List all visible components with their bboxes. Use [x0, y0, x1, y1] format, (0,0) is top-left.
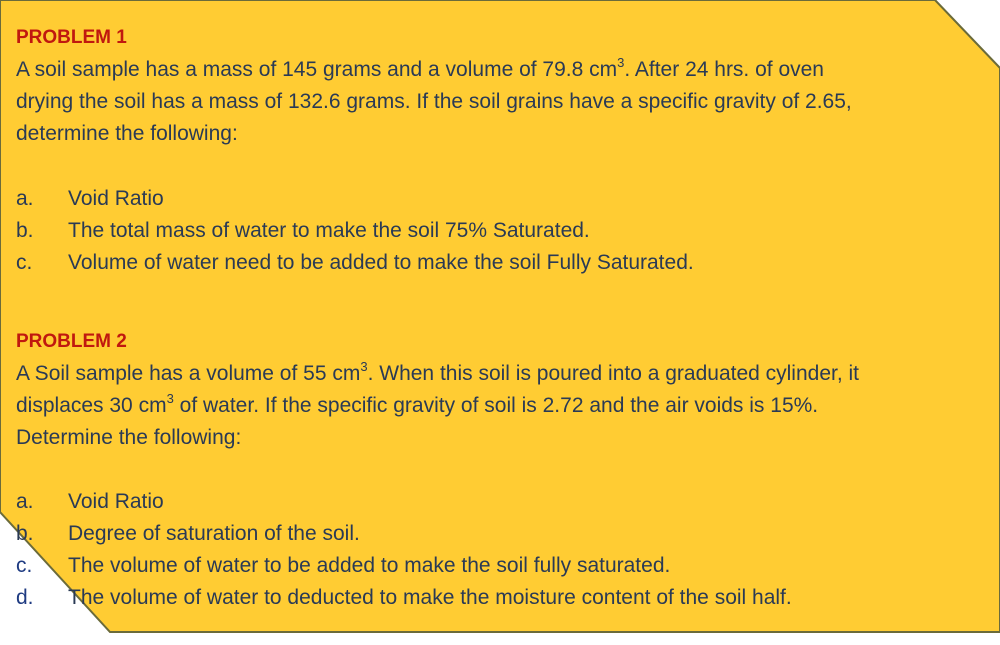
- problem2-item-c: c. The volume of water to be added to make the soil fully saturated.: [16, 554, 671, 577]
- problem2-statement-line1: A Soil sample has a volume of 55 $cm^3$. When this soil is poured into a graduated cylinder, it: [16, 359, 860, 385]
- problem1-item-c: c. Volume of water need to be added to make the soil Fully Saturated.: [16, 251, 694, 274]
- problem2-title: PROBLEM 2: [16, 331, 127, 352]
- problem2-item-a: a. Void Ratio: [16, 490, 164, 513]
- problem2-statement-line3: Determine the following:: [16, 426, 242, 449]
- problem1-statement-line2: drying the soil has a mass of 132.6 grams. If the soil grains have a specific gravity of 2.65,: [16, 90, 852, 113]
- problem1-item-b: b. The total mass of water to make the soil 75% Saturated.: [16, 219, 590, 242]
- problem2-item-b: b. Degree of saturation of the soil.: [16, 522, 360, 545]
- problem-content: [16, 22, 1000, 614]
- problem1-statement-line1: A soil sample has a mass of 145 grams and a volume of 79.8 $cm^3$. After 24 hrs. of oven: [16, 55, 824, 81]
- problem2-statement-line2: displaces 30 $cm^3$ of water. If the specific gravity of soil is 2.72 and the air voids is 15%.: [16, 391, 819, 417]
- problem1-statement-line3: determine the following:: [16, 122, 238, 145]
- problem1-title: PROBLEM 1: [16, 27, 127, 48]
- problem2-item-d: d. The volume of water to deducted to make the moisture content of the soil half.: [16, 586, 792, 609]
- problem1-item-a: a. Void Ratio: [16, 187, 164, 210]
